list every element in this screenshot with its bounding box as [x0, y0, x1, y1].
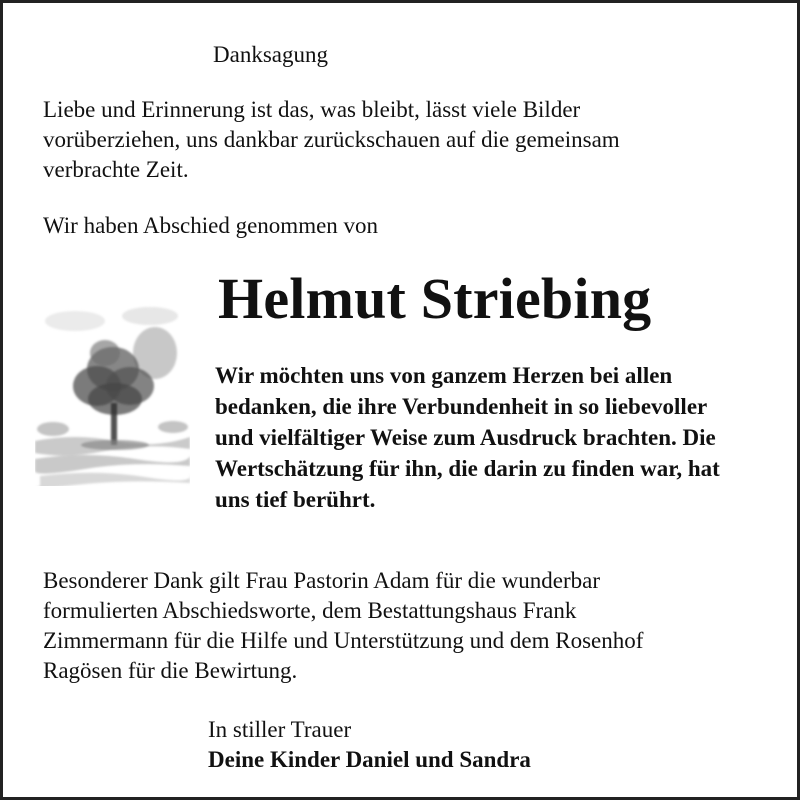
special-thanks-line: formulierten Abschiedsworte, dem Bestattungshaus Frank: [43, 598, 577, 623]
signature: Deine Kinder Daniel und Sandra: [208, 747, 531, 772]
special-thanks-line: Ragösen für die Bewirtung.: [43, 658, 298, 683]
quote-line: Liebe und Erinnerung ist das, was bleibt, lässt viele Bilder: [43, 97, 581, 122]
thanks-line: Wertschätzung für ihn, die darin zu finden war, hat: [215, 456, 720, 481]
thanks-line: Wir möchten uns von ganzem Herzen bei allen: [215, 363, 673, 388]
memorial-quote: [43, 95, 763, 185]
mourning-line: In stiller Trauer: [208, 717, 352, 742]
deceased-name: Helmut Striebing: [218, 266, 652, 331]
special-thanks-line: Zimmermann für die Hilfe und Unterstützung und dem Rosenhof: [43, 628, 644, 653]
quote-line: verbrachte Zeit.: [43, 157, 189, 182]
thanks-message: [215, 360, 720, 515]
special-thanks: [43, 566, 643, 686]
special-thanks-line: Besonderer Dank gilt Frau Pastorin Adam für die wunderbar: [43, 568, 600, 593]
thanks-line: bedanken, die ihre Verbundenheit in so liebevoller: [215, 394, 708, 419]
quote-line: vorüberziehen, uns dankbar zurückschauen auf die gemeinsam: [43, 127, 620, 152]
notice-heading: Danksagung: [213, 42, 328, 67]
thanks-line: uns tief berührt.: [215, 487, 376, 512]
thanks-line: und vielfältiger Weise zum Ausdruck brachten. Die: [215, 425, 716, 450]
farewell-intro: Wir haben Abschied genommen von: [43, 213, 379, 238]
tree-landscape-icon: [35, 291, 190, 486]
